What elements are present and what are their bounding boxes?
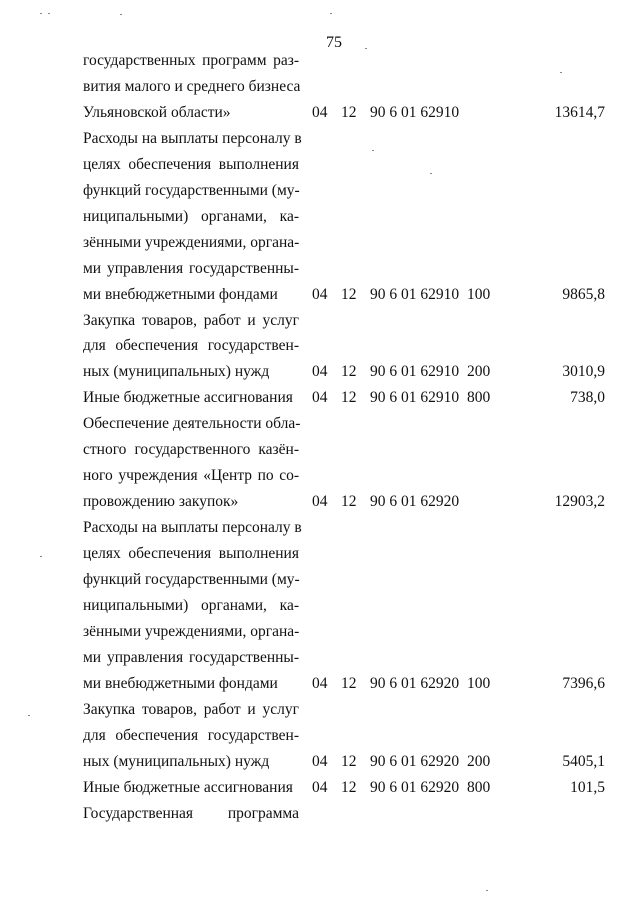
section-code: 04 bbox=[312, 363, 328, 381]
target-article-code: 90 6 01 62920 bbox=[370, 778, 460, 796]
scan-speck bbox=[365, 48, 367, 49]
row-description: ми управления государственны- bbox=[83, 259, 299, 277]
row-description: Обеспечение деятельности обла- bbox=[83, 415, 301, 433]
amount-value: 9865,8 bbox=[562, 285, 605, 303]
amount-value: 101,5 bbox=[570, 778, 605, 796]
row-description: Иные бюджетные ассигнования bbox=[83, 389, 293, 407]
table-line bbox=[0, 489, 640, 515]
expense-type-code: 800 bbox=[467, 389, 491, 407]
table-line bbox=[0, 723, 640, 749]
row-description: зёнными учреждениями, органа- bbox=[83, 622, 300, 640]
table-line bbox=[0, 385, 640, 411]
amount-value: 12903,2 bbox=[554, 493, 605, 511]
table-line bbox=[0, 308, 640, 334]
row-description: Расходы на выплаты персоналу в bbox=[83, 519, 302, 537]
row-description: ми внебюджетными фондами bbox=[83, 285, 278, 303]
row-description: целях обеспечения выполнения bbox=[83, 545, 299, 562]
row-description: Расходы на выплаты персоналу в bbox=[83, 129, 302, 147]
table-line bbox=[0, 593, 640, 619]
table-line bbox=[0, 178, 640, 204]
row-description: функций государственными (му- bbox=[83, 181, 300, 199]
scan-speck bbox=[560, 72, 562, 73]
table-line bbox=[0, 801, 640, 827]
target-article-code: 90 6 01 62910 bbox=[370, 389, 460, 407]
table-line bbox=[0, 463, 640, 489]
table-line bbox=[0, 411, 640, 437]
section-code: 04 bbox=[312, 493, 328, 511]
target-article-code: 90 6 01 62910 bbox=[370, 363, 460, 381]
row-description: вития малого и среднего бизнеса bbox=[83, 78, 301, 95]
section-code: 04 bbox=[312, 389, 328, 407]
table-line bbox=[0, 671, 640, 697]
table-line bbox=[0, 775, 640, 801]
table-line bbox=[0, 282, 640, 308]
row-description: Закупка товаров, работ и услуг bbox=[83, 311, 299, 329]
expense-type-code: 200 bbox=[467, 752, 491, 770]
subsection-code: 12 bbox=[341, 363, 357, 381]
section-code: 04 bbox=[312, 778, 328, 796]
table-line bbox=[0, 230, 640, 256]
amount-value: 3010,9 bbox=[562, 363, 605, 381]
row-description: провождению закупок» bbox=[83, 493, 239, 511]
table-line bbox=[0, 359, 640, 385]
amount-value: 7396,6 bbox=[562, 674, 605, 692]
section-code: 04 bbox=[312, 285, 328, 303]
scan-speck bbox=[486, 890, 488, 891]
row-description: ми внебюджетными фондами bbox=[83, 674, 278, 692]
scan-speck bbox=[28, 715, 30, 716]
table-line bbox=[0, 515, 640, 541]
table-line bbox=[0, 645, 640, 671]
section-code: 04 bbox=[312, 674, 328, 692]
amount-value: 738,0 bbox=[570, 389, 605, 407]
row-description: зёнными учреждениями, органа- bbox=[83, 233, 300, 251]
scan-speck bbox=[330, 13, 332, 14]
subsection-code: 12 bbox=[341, 103, 357, 121]
table-line bbox=[0, 48, 640, 74]
table-line bbox=[0, 204, 640, 230]
subsection-code: 12 bbox=[341, 752, 357, 770]
row-description: Государственная программа bbox=[83, 804, 299, 822]
scan-speck bbox=[430, 173, 432, 174]
table-line bbox=[0, 152, 640, 178]
table-line bbox=[0, 697, 640, 723]
table-line bbox=[0, 100, 640, 126]
target-article-code: 90 6 01 62920 bbox=[370, 674, 460, 692]
row-description: для обеспечения государствен- bbox=[83, 726, 299, 744]
row-description: функций государственными (му- bbox=[83, 571, 300, 588]
page-number: 75 bbox=[326, 34, 342, 51]
row-description: Иные бюджетные ассигнования bbox=[83, 778, 293, 796]
section-code: 04 bbox=[312, 103, 328, 121]
expense-type-code: 800 bbox=[467, 778, 491, 796]
row-description: государственных программ раз- bbox=[83, 52, 299, 69]
row-description: Ульяновской области» bbox=[83, 103, 231, 121]
row-description: ми управления государственны- bbox=[83, 648, 299, 666]
scan-speck bbox=[372, 150, 374, 151]
scan-speck bbox=[48, 13, 50, 14]
table-line bbox=[0, 567, 640, 593]
subsection-code: 12 bbox=[341, 285, 357, 303]
row-description: ниципальными) органами, ка- bbox=[83, 207, 299, 225]
scan-speck bbox=[120, 14, 122, 15]
amount-value: 5405,1 bbox=[562, 752, 605, 770]
target-article-code: 90 6 01 62910 bbox=[370, 103, 460, 121]
target-article-code: 90 6 01 62920 bbox=[370, 752, 460, 770]
table-line bbox=[0, 126, 640, 152]
row-description: ных (муниципальных) нужд bbox=[83, 363, 270, 381]
scan-speck bbox=[40, 556, 42, 557]
row-description: ного учреждения «Центр по со- bbox=[83, 467, 299, 485]
scan-speck bbox=[40, 13, 42, 14]
row-description: целях обеспечения выполнения bbox=[83, 155, 299, 173]
section-code: 04 bbox=[312, 752, 328, 770]
table-line bbox=[0, 74, 640, 100]
table-line bbox=[0, 619, 640, 645]
expense-type-code: 100 bbox=[467, 285, 491, 303]
table-line bbox=[0, 437, 640, 463]
subsection-code: 12 bbox=[341, 674, 357, 692]
amount-value: 13614,7 bbox=[554, 103, 605, 121]
table-line bbox=[0, 256, 640, 282]
subsection-code: 12 bbox=[341, 778, 357, 796]
subsection-code: 12 bbox=[341, 493, 357, 511]
row-description: для обеспечения государствен- bbox=[83, 337, 299, 355]
row-description: Закупка товаров, работ и услуг bbox=[83, 700, 299, 718]
subsection-code: 12 bbox=[341, 389, 357, 407]
target-article-code: 90 6 01 62910 bbox=[370, 285, 460, 303]
table-line bbox=[0, 749, 640, 775]
row-description: стного государственного казён- bbox=[83, 441, 299, 459]
table-line bbox=[0, 333, 640, 359]
table-line bbox=[0, 541, 640, 567]
row-description: ниципальными) органами, ка- bbox=[83, 596, 299, 614]
expense-type-code: 200 bbox=[467, 363, 491, 381]
target-article-code: 90 6 01 62920 bbox=[370, 493, 460, 511]
row-description: ных (муниципальных) нужд bbox=[83, 752, 270, 770]
expense-type-code: 100 bbox=[467, 674, 491, 692]
